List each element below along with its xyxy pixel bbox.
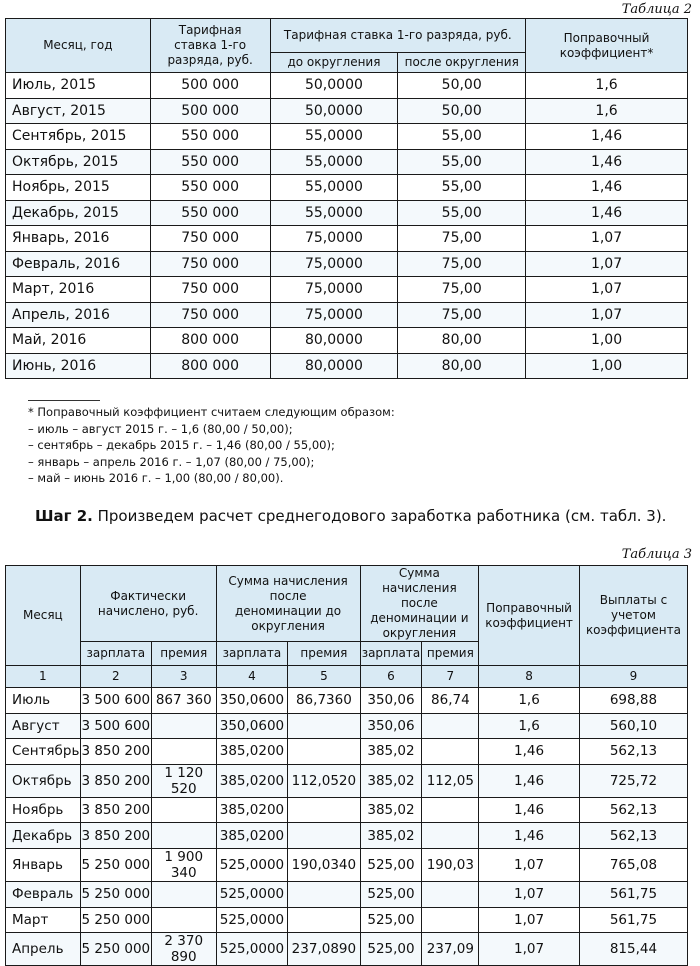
table-cell: 1,46 (479, 764, 580, 797)
table-cell (151, 739, 216, 765)
table-cell: 190,0340 (288, 848, 360, 881)
table-cell: Октябрь (6, 764, 81, 797)
header-payments: Выплаты с учетом коэффициента (579, 566, 687, 666)
footnote-line: – сентябрь – декабрь 2015 г. – 1,46 (80,00 / 55,00); (28, 438, 335, 452)
table-cell: 800 000 (150, 353, 270, 379)
table-cell: 5 250 000 (80, 848, 151, 881)
table-cell: Январь, 2016 (6, 226, 151, 252)
table-cell: 50,00 (398, 98, 526, 124)
table-cell: 750 000 (150, 302, 270, 328)
table2-caption: Таблица 2 (621, 2, 692, 17)
column-number: 2 (80, 666, 151, 688)
table-cell: 1,46 (479, 797, 580, 823)
table-row (6, 328, 688, 354)
table-cell: 80,00 (398, 328, 526, 354)
table-cell: Март (6, 907, 81, 933)
table-cell: 55,0000 (270, 124, 398, 150)
table-row (6, 226, 688, 252)
column-number: 6 (360, 666, 422, 688)
table-cell: 112,05 (422, 764, 479, 797)
table-cell: 55,0000 (270, 149, 398, 175)
table-cell: 1,6 (479, 713, 580, 739)
table-row (6, 277, 688, 303)
table-cell: 1,6 (526, 73, 688, 99)
table-cell: 350,06 (360, 688, 422, 714)
table-cell: 75,00 (398, 277, 526, 303)
table-cell: 550 000 (150, 200, 270, 226)
table-row (6, 823, 688, 849)
table-cell: 525,0000 (216, 907, 288, 933)
table-cell: 1,46 (526, 149, 688, 175)
table-cell: 55,0000 (270, 200, 398, 226)
table-cell: 1,46 (526, 175, 688, 201)
table-cell: 350,0600 (216, 713, 288, 739)
table-cell: 1,46 (479, 739, 580, 765)
table-cell: 2 370 890 (151, 933, 216, 966)
table-cell: 525,0000 (216, 848, 288, 881)
step-paragraph (35, 507, 666, 525)
table-cell: 385,02 (360, 797, 422, 823)
table-cell: 5 250 000 (80, 881, 151, 907)
table-row (6, 739, 688, 765)
table-cell: 75,00 (398, 251, 526, 277)
header-salary: зарплата (360, 642, 422, 666)
table-row (6, 251, 688, 277)
table-cell: 560,10 (579, 713, 687, 739)
header-bonus: премия (422, 642, 479, 666)
table-cell: 3 500 600 (80, 713, 151, 739)
header-rate: Тарифная ставка 1-го разряда, руб. (150, 19, 270, 73)
table-cell (422, 739, 479, 765)
table-cell: 561,75 (579, 881, 687, 907)
table-cell: Декабрь, 2015 (6, 200, 151, 226)
table-cell: 55,0000 (270, 175, 398, 201)
table-cell: 750 000 (150, 251, 270, 277)
table-cell: Июль, 2015 (6, 73, 151, 99)
table-cell (422, 881, 479, 907)
table-cell: Август, 2015 (6, 98, 151, 124)
table-cell: Февраль (6, 881, 81, 907)
table-cell: Апрель, 2016 (6, 302, 151, 328)
column-number: 1 (6, 666, 81, 688)
table-cell: 3 500 600 (80, 688, 151, 714)
table-cell (422, 823, 479, 849)
table-cell: 5 250 000 (80, 933, 151, 966)
table-cell: 75,0000 (270, 277, 398, 303)
table-row (6, 149, 688, 175)
table-cell: 1,46 (526, 124, 688, 150)
table-cell: 525,00 (360, 933, 422, 966)
table-cell: 562,13 (579, 823, 687, 849)
table-cell: 385,0200 (216, 739, 288, 765)
column-number: 8 (479, 666, 580, 688)
header-actual: Фактически начислено, руб. (80, 566, 216, 642)
table-cell (288, 713, 360, 739)
header-salary: зарплата (80, 642, 151, 666)
table-cell: 765,08 (579, 848, 687, 881)
table-cell: 561,75 (579, 907, 687, 933)
table-cell: 55,00 (398, 200, 526, 226)
header-rate-group: Тарифная ставка 1-го разряда, руб. (270, 19, 526, 53)
table-cell: 385,0200 (216, 764, 288, 797)
header-bonus: премия (151, 642, 216, 666)
table-cell: Ноябрь (6, 797, 81, 823)
header-bonus: премия (288, 642, 360, 666)
table-cell: 385,02 (360, 764, 422, 797)
table-cell: 112,0520 (288, 764, 360, 797)
table-cell: 1,46 (479, 823, 580, 849)
table-row (6, 73, 688, 99)
table-row (6, 353, 688, 379)
table-cell: 50,00 (398, 73, 526, 99)
table-cell: 385,0200 (216, 823, 288, 849)
table-cell: 86,74 (422, 688, 479, 714)
header-coefficient: Поправочный коэффициент* (526, 19, 688, 73)
table-cell: 500 000 (150, 98, 270, 124)
table-cell: 562,13 (579, 797, 687, 823)
table-cell: Февраль, 2016 (6, 251, 151, 277)
table-cell: Июль (6, 688, 81, 714)
column-number-row (6, 666, 688, 688)
table-cell: 86,7360 (288, 688, 360, 714)
table-cell (151, 907, 216, 933)
table-cell: 1 120 520 (151, 764, 216, 797)
table-cell: 550 000 (150, 149, 270, 175)
table-row (6, 302, 688, 328)
header-coefficient: Поправочный коэффициент (479, 566, 580, 666)
header-before-rounding: Сумма начисления после деноминации до округления (216, 566, 360, 642)
table-cell: 1,07 (479, 881, 580, 907)
table-row (6, 797, 688, 823)
step-text: Произведем расчет среднегодового заработка работника (см. табл. 3). (92, 507, 667, 525)
table-cell (151, 713, 216, 739)
table-cell (288, 907, 360, 933)
table-row (6, 881, 688, 907)
table-row (6, 848, 688, 881)
table-cell (288, 881, 360, 907)
table-cell: 350,0600 (216, 688, 288, 714)
table-cell: 1,07 (479, 907, 580, 933)
table-cell: 698,88 (579, 688, 687, 714)
footnote-line: – январь – апрель 2016 г. – 1,07 (80,00 / 75,00); (28, 454, 315, 469)
table-cell: 385,02 (360, 739, 422, 765)
table-cell: 237,0890 (288, 933, 360, 966)
table-cell: 550 000 (150, 175, 270, 201)
column-number: 5 (288, 666, 360, 688)
table-cell: 75,0000 (270, 226, 398, 252)
table-cell (422, 907, 479, 933)
table-cell: 1,6 (479, 688, 580, 714)
table-cell: 190,03 (422, 848, 479, 881)
table-cell: Сентябрь (6, 739, 81, 765)
column-number: 9 (579, 666, 687, 688)
table-cell: 525,00 (360, 907, 422, 933)
table-cell (422, 713, 479, 739)
table-cell: 1,00 (526, 328, 688, 354)
table-row (6, 200, 688, 226)
table-cell: 50,0000 (270, 98, 398, 124)
table-cell: 50,0000 (270, 73, 398, 99)
footnote-line: – июль – август 2015 г. – 1,6 (80,00 / 50,00); (28, 421, 293, 436)
table-cell: 75,00 (398, 226, 526, 252)
table-cell: 385,02 (360, 823, 422, 849)
table-cell (151, 823, 216, 849)
table-cell: 750 000 (150, 226, 270, 252)
footnote (28, 404, 395, 487)
header-before-rounding: до округления (270, 53, 398, 73)
table-cell: 55,00 (398, 124, 526, 150)
table-cell: 5 250 000 (80, 907, 151, 933)
table-cell: 800 000 (150, 328, 270, 354)
table-cell (288, 739, 360, 765)
table-cell: Апрель (6, 933, 81, 966)
header-month: Месяц (6, 566, 81, 666)
table-cell: 1,07 (526, 302, 688, 328)
header-after-rounding: Сумма начисления после деноминации и округления (360, 566, 479, 642)
table-cell: Март, 2016 (6, 277, 151, 303)
table-cell: 385,0200 (216, 797, 288, 823)
table-row (6, 688, 688, 714)
table-cell: 525,0000 (216, 881, 288, 907)
footnote-line: * Поправочный коэффициент считаем следующим образом: (28, 405, 395, 419)
table-cell: Январь (6, 848, 81, 881)
table-cell: Сентябрь, 2015 (6, 124, 151, 150)
table-cell: 562,13 (579, 739, 687, 765)
table-cell: 350,06 (360, 713, 422, 739)
table-cell: 1,07 (526, 226, 688, 252)
footnote-line: – май – июнь 2016 г. – 1,00 (80,00 / 80,00). (28, 471, 284, 485)
table-cell: 75,00 (398, 302, 526, 328)
table-cell: 525,00 (360, 881, 422, 907)
footnote-divider (28, 400, 100, 401)
table-cell: 525,0000 (216, 933, 288, 966)
table-cell: Ноябрь, 2015 (6, 175, 151, 201)
table-cell: 75,0000 (270, 302, 398, 328)
table-cell: 3 850 200 (80, 797, 151, 823)
table2 (5, 18, 688, 379)
table-cell: 525,00 (360, 848, 422, 881)
table3-caption: Таблица 3 (621, 547, 692, 562)
table-cell: 1,46 (526, 200, 688, 226)
table3 (5, 565, 688, 966)
table-cell: 1,00 (526, 353, 688, 379)
step-label: Шаг 2. (35, 507, 93, 525)
column-number: 7 (422, 666, 479, 688)
table-cell (422, 797, 479, 823)
column-number: 4 (216, 666, 288, 688)
table-cell: 55,00 (398, 149, 526, 175)
table-cell: 725,72 (579, 764, 687, 797)
table-cell: 867 360 (151, 688, 216, 714)
table-cell: 80,00 (398, 353, 526, 379)
table-cell: 237,09 (422, 933, 479, 966)
table-cell (151, 797, 216, 823)
table-row (6, 124, 688, 150)
table-cell: 3 850 200 (80, 739, 151, 765)
header-salary: зарплата (216, 642, 288, 666)
header-month: Месяц, год (6, 19, 151, 73)
table-cell: 750 000 (150, 277, 270, 303)
table-row (6, 764, 688, 797)
table-row (6, 933, 688, 966)
table-cell: 1,07 (479, 848, 580, 881)
table-cell: Декабрь (6, 823, 81, 849)
table-cell (288, 823, 360, 849)
table-cell (151, 881, 216, 907)
table-cell: 500 000 (150, 73, 270, 99)
table-cell: Август (6, 713, 81, 739)
table-cell: 75,0000 (270, 251, 398, 277)
table-cell: 55,00 (398, 175, 526, 201)
table-cell (288, 797, 360, 823)
table-row (6, 98, 688, 124)
table-row (6, 713, 688, 739)
header-after-rounding: после округления (398, 53, 526, 73)
table-cell: 1,6 (526, 98, 688, 124)
table-row (6, 907, 688, 933)
table-cell: 815,44 (579, 933, 687, 966)
table-cell: 1,07 (526, 277, 688, 303)
table-cell: 1,07 (526, 251, 688, 277)
table-cell: 1 900 340 (151, 848, 216, 881)
table-cell: Июнь, 2016 (6, 353, 151, 379)
table-cell: 3 850 200 (80, 764, 151, 797)
table-cell: Октябрь, 2015 (6, 149, 151, 175)
table-cell: Май, 2016 (6, 328, 151, 354)
column-number: 3 (151, 666, 216, 688)
table-cell: 80,0000 (270, 328, 398, 354)
table-cell: 3 850 200 (80, 823, 151, 849)
table-cell: 550 000 (150, 124, 270, 150)
table-cell: 80,0000 (270, 353, 398, 379)
table-row (6, 175, 688, 201)
table-cell: 1,07 (479, 933, 580, 966)
